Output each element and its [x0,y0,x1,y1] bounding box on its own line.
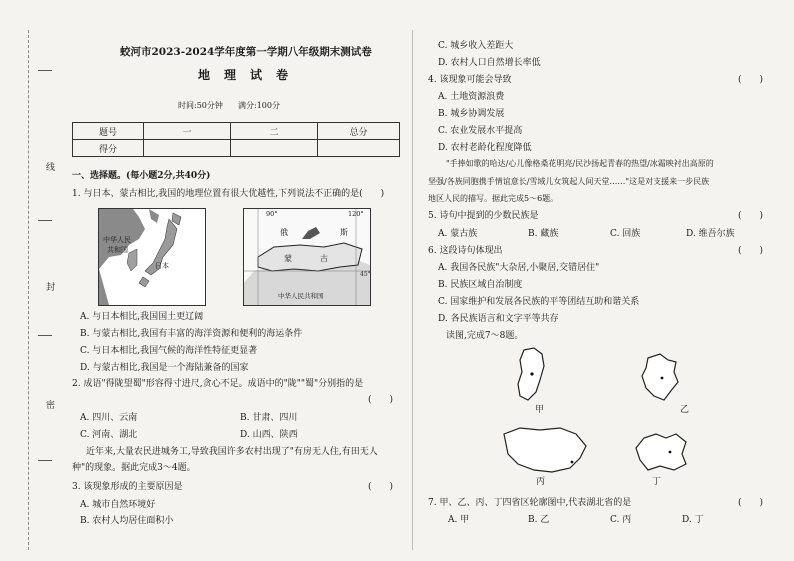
q2-stem: 2. 成语"得陇望蜀"形容得寸进尺,贪心不足。成语中的"陇""蜀"分别指的是 [72,379,364,389]
table-row [73,140,400,157]
q1-option-a[interactable]: A. 与日本相比,我国国土更辽阔 [80,312,204,322]
map-china-japan-svg [99,209,205,305]
passage-line: 种"的现象。据此完成3～4题。 [72,463,196,473]
gutter-label-feng: 封 [46,283,56,293]
q5-answer-paren[interactable]: ( ) [738,211,764,221]
capital-dot [661,377,664,380]
map-mongolia [243,208,371,306]
q7-answer-paren[interactable]: ( ) [738,498,764,508]
q4-option-c[interactable]: C. 农业发展水平提高 [438,126,523,136]
q6-answer-paren[interactable]: ( ) [738,246,764,256]
map-label: 蒙 [284,254,292,263]
q4-answer-paren[interactable]: ( ) [738,75,764,85]
score-input[interactable] [318,140,400,157]
q5-option-c[interactable]: C. 回族 [610,229,641,239]
q3-option-a[interactable]: A. 城市自然环境好 [80,500,156,510]
gutter-blank [38,220,52,221]
province-ding-shape [632,430,690,474]
map-china-japan [98,208,206,306]
q4-option-b[interactable]: B. 城乡协调发展 [438,109,505,119]
poem-line: 坚强/各族同胞携手情谊意长/雪域儿女筑起人间天堂……"这是对支援来一步民族 [428,177,710,186]
map-label: 共和国 [107,246,128,254]
gutter-blank [38,335,52,336]
gutter-label-mi: 密 [46,401,56,411]
exam-time: 时间:50分钟 [178,101,223,110]
map-label: 古 [320,254,328,263]
province-bing-shape [500,424,590,478]
province-yi-outline [642,354,678,400]
q5-option-d[interactable]: D. 维吾尔族 [686,229,735,239]
q4-option-d[interactable]: D. 农村老龄化程度降低 [438,143,532,153]
q7-option-a[interactable]: A. 甲 [448,515,470,525]
label-yi: 乙 [680,405,690,415]
score-table [72,122,400,157]
q1-option-b[interactable]: B. 与蒙古相比,我国有丰富的海洋资源和便利的海运条件 [80,329,303,339]
land-russia-east [149,209,159,223]
q2-option-c[interactable]: C. 河南、湖北 [80,430,138,440]
province-jia-shape [510,346,552,406]
capital-dot [571,461,574,464]
section-heading: 一、选择题。(每小题2分,共40分) [72,171,211,181]
q7-option-b[interactable]: B. 乙 [528,515,550,525]
column-divider [412,30,413,550]
full-score: 满分:100分 [238,101,280,110]
table-cell: 题号 [73,123,144,140]
q6-option-c[interactable]: C. 国家维护和发展各民族的平等团结互助和谐关系 [438,297,640,307]
q1-option-c[interactable]: C. 与日本相比,我国气候的海洋性特征更显著 [80,346,258,356]
q2-option-d[interactable]: D. 山西、陕西 [240,430,298,440]
q6-option-b[interactable]: B. 民族区域自治制度 [438,280,523,290]
binding-gutter [8,30,56,550]
score-input[interactable] [144,140,231,157]
q1-option-d[interactable]: D. 与蒙古相比,我国是一个海陆兼备的国家 [80,363,249,373]
land-japan-hokkaido [172,213,181,225]
q4-stem: 4. 该现象可能会导致 [428,75,512,85]
map-label: 日本 [155,262,169,270]
q7-option-d[interactable]: D. 丁 [682,515,704,525]
table-row [73,123,400,140]
map-label: 中华人民共和国 [278,292,324,300]
q3-answer-paren[interactable]: ( ) [368,482,394,492]
q3-option-c[interactable]: C. 城乡收入差距大 [438,41,514,51]
q3-stem: 3. 该现象形成的主要原因是 [72,482,183,492]
label-jia: 甲 [535,405,545,415]
q3-option-d[interactable]: D. 农村人口自然增长率低 [438,58,541,68]
passage-line: 近年来,大量农民进城务工,导致我国许多农村出现了"有房无人住,有田无人 [86,447,378,457]
capital-dot [530,372,533,375]
capital-dot [669,451,672,454]
exam-title: 蛟河市2023-2024学年度第一学期八年级期末测试卷 [120,46,372,58]
q6-stem: 6. 这段诗句体现出 [428,246,503,256]
map-label: 中华人民 [103,236,131,244]
q7-stem: 7. 甲、乙、丙、丁四省区轮廓图中,代表湖北省的是 [428,498,632,508]
table-cell: 一 [144,123,231,140]
label-bing: 丙 [536,477,546,487]
province-yi-shape [638,352,684,404]
province-bing-outline [504,428,586,472]
gutter-blank [38,460,52,461]
q5-option-b[interactable]: B. 藏族 [528,229,559,239]
table-cell: 总分 [318,123,400,140]
map-label: 45° [360,271,371,278]
q2-option-b[interactable]: B. 甘肃、四川 [240,413,298,423]
map-label: 俄 [280,228,288,237]
score-input[interactable] [231,140,318,157]
q3-option-b[interactable]: B. 农村人均居住面积小 [80,516,174,526]
province-ding-outline [636,434,686,470]
q2-option-a[interactable]: A. 四川、云南 [80,413,138,423]
table-cell: 得分 [73,140,144,157]
q5-option-a[interactable]: A. 蒙古族 [438,229,478,239]
q1-stem: 1. 与日本、蒙古相比,我国的地理位置有很大优越性,下列说法不正确的是( ) [72,189,385,199]
map-label: 90° [266,210,278,218]
land-china-south [99,269,109,305]
q6-option-a[interactable]: A. 我国各民族"大杂居,小聚居,交错居住" [438,263,600,273]
lake-baikal [302,227,320,239]
poem-line: "手捧如歌的哈达/心儿像格桑花明亮/民沙扬起青春的热望/冰霜映衬出高原的 [446,159,714,168]
cut-line [28,30,29,550]
land-korea [127,249,137,271]
q6-option-d[interactable]: D. 各民族语言和文字平等共存 [438,314,559,324]
map-label: 斯 [340,228,348,237]
map-label: 120° [348,210,364,218]
table-cell: 二 [231,123,318,140]
poem-line: 地区人民的描写。据此完成5～6题。 [428,194,559,203]
q2-answer-paren[interactable]: ( ) [368,395,394,405]
q5-stem: 5. 诗句中提到的少数民族是 [428,211,539,221]
gutter-blank [38,70,52,71]
q4-option-a[interactable]: A. 土地资源浪费 [438,92,505,102]
label-ding: 丁 [652,477,662,487]
q7-option-c[interactable]: C. 丙 [610,515,632,525]
gutter-label-xian: 线 [46,163,56,173]
subject-title: 地 理 试 卷 [198,68,290,82]
land-japan-kyushu [139,277,149,287]
figure-instruction: 读图,完成7～8题。 [446,331,524,341]
